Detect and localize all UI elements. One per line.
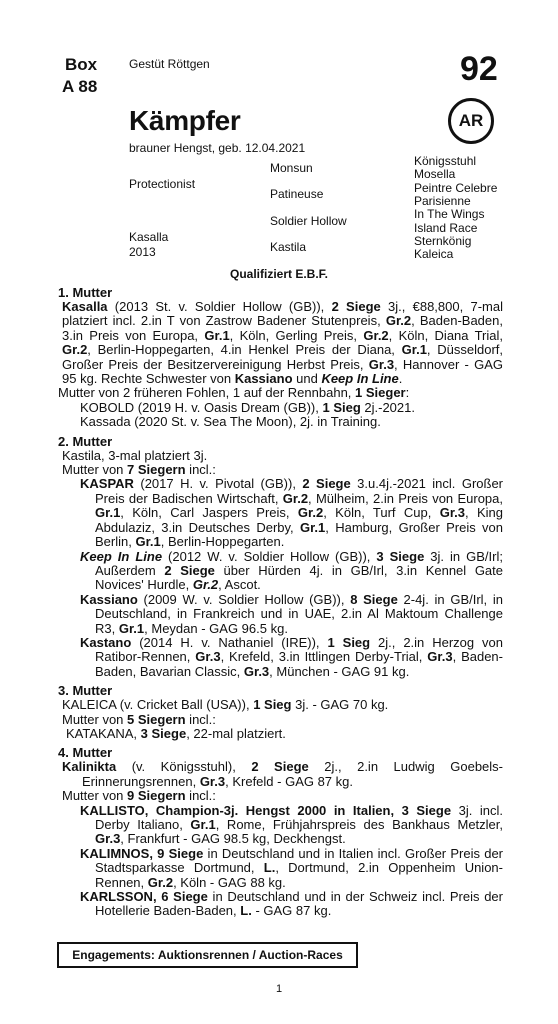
horse-description: brauner Hengst, geb. 12.04.2021 — [129, 141, 306, 155]
horse-name: Kämpfer — [129, 105, 241, 136]
engagements-box: Engagements: Auktionsrennen / Auction-Races — [57, 942, 358, 968]
section-title: 4. Mutter — [58, 745, 113, 761]
page-number: 1 — [275, 983, 283, 995]
section-title: 3. Mutter — [58, 683, 113, 699]
pedigree-gen2: Monsun — [270, 161, 313, 175]
pedigree-gen2: Soldier Hollow — [270, 214, 347, 228]
box-label — [62, 54, 97, 98]
section-title: 2. Mutter — [58, 433, 113, 449]
produce-summary: Mutter von 7 Siegern incl.: — [62, 462, 216, 478]
dam-line-content — [58, 285, 503, 919]
lot-number: 92 — [460, 50, 498, 88]
produce-entry: Kassiano (2009 W. v. Soldier Hollow (GB)), 8 Siege 2-4j. in GB/Irl, in Deutschland, in Frankreich und in UAE, 2.in Al Maktoum Challenge R3, Gr.1, Meydan - GAG 96.5 kg. — [80, 591, 503, 636]
produce-entry: Kassada (2020 St. v. Sea The Moon), 2j. in Training. — [80, 414, 381, 430]
pedigree-gen3: Peintre Celebre — [414, 181, 498, 195]
pedigree-sire: Protectionist — [129, 177, 196, 191]
pedigree-gen3: Kaleica — [414, 247, 454, 261]
pedigree-dam: Kasalla — [129, 230, 169, 244]
pedigree-gen2: Kastila — [270, 240, 307, 254]
produce-entry: Kastano (2014 H. v. Nathaniel (IRE)), 1 Sieg 2j., 2.in Herzog von Ratibor-Rennen, Gr.3, Krefeld, 3.in Ittlingen Derby-Trial, Gr.3, Baden-Baden, Bavarian Classic, Gr.3, München - GAG 91 kg. — [80, 634, 504, 679]
dam-entry: KALEICA (v. Cricket Ball (USA)), 1 Sieg 3j. - GAG 70 kg. — [62, 697, 389, 713]
box-label-text: Box — [65, 55, 98, 74]
section-second-dam — [58, 434, 503, 680]
pedigree-gen2: Patineuse — [270, 187, 324, 201]
pedigree-dam-year: 2013 — [129, 245, 156, 259]
produce-summary: Mutter von 5 Siegern incl.: — [62, 711, 216, 727]
produce-summary: Mutter von 9 Siegern incl.: — [62, 788, 216, 804]
pedigree-gen3: Sternkönig — [414, 234, 472, 248]
ar-badge: AR — [448, 98, 494, 144]
pedigree-gen3: Island Race — [414, 221, 478, 235]
produce-entry: KATAKANA, 3 Siege, 22-mal platziert. — [66, 725, 286, 741]
produce-entry: Keep In Line (2012 W. v. Soldier Hollow (GB)), 3 Siege 3j. in GB/Irl; Außerdem 2 Siege über Hürden 4j. in GB/Irl, 3.in Kennel Gate Novices' Hurdle, Gr.2, Ascot. — [80, 548, 504, 593]
pedigree-gen3: In The Wings — [414, 207, 485, 221]
produce-entry: KARLSSON, 6 Siege in Deutschland und in der Schweiz incl. Preis der Hotellerie Baden-Baden, L. - GAG 87 kg. — [80, 889, 503, 919]
section-title: 1. Mutter — [58, 285, 113, 300]
produce-entry: KOBOLD (2019 H. v. Oasis Dream (GB)), 1 Sieg 2j.-2021. — [80, 399, 415, 415]
section-fourth-dam — [58, 745, 503, 918]
breeder: Gestüt Röttgen — [129, 57, 210, 71]
produce-entry: KASPAR (2017 H. v. Pivotal (GB)), 2 Siege 3.u.4j.-2021 incl. Großer Preis der Badischen Wirtschaft, Gr.2, Mülheim, 2.in Preis von Europa, Gr.1, Köln, Carl Jaspers Preis, Gr.2, Köln, Turf Cup, Gr.3, King Abdulaziz, 3.in Deutsches Derby, Gr.1, Hamburg, Großer Preis von Berlin, Gr.1, Berlin-Hoppegarten. — [80, 476, 504, 550]
pedigree-gen3: Königsstuhl — [414, 154, 477, 168]
qualification: Qualifiziert E.B.F. — [229, 267, 328, 281]
section-third-dam — [58, 683, 503, 741]
dam-entry: Kalinikta (v. Königsstuhl), 2 Siege 2j., 2.in Ludwig Goebels-Erinnerungsrennen, Gr.3, Krefeld - GAG 87 kg. — [62, 759, 503, 789]
section-first-dam — [58, 285, 503, 430]
dam-entry: Kastila, 3-mal platziert 3j. — [62, 447, 208, 463]
produce-entry: KALIMNOS, 9 Siege in Deutschland und in Italien incl. Großer Preis der Stadtsparkasse Dortmund, L., Dortmund, 2.in Oppenheim Union-Rennen, Gr.2, Köln - GAG 88 kg. — [80, 845, 504, 890]
pedigree-gen3: Mosella — [414, 167, 456, 181]
pedigree-gen3: Parisienne — [414, 194, 471, 208]
produce-summary: Mutter von 2 früheren Fohlen, 1 auf der Rennbahn, 1 Sieger: — [58, 385, 410, 401]
box-number: A 88 — [62, 77, 98, 96]
produce-entry: KALLISTO, Champion-3j. Hengst 2000 in Italien, 3 Siege 3j. incl. Derby Italiano, Gr.1, Rome, Frühjahrspreis des Bankhaus Metzler, Gr.3, Frankfurt - GAG 98.5 kg, Deckhengst. — [80, 802, 504, 847]
dam-entry: Kasalla (2013 St. v. Soldier Hollow (GB)), 2 Siege 3j., €88,800, 7-mal platziert incl. 2.in T von Zastrow Badener Stutenpreis, Gr.2, Baden-Baden, 3.in Preis von Europa, Gr.1, Köln, Gerling Preis, Gr.2, Köln, Diana Trial, Gr.2, Berlin-Hoppegarten, 4.in Henkel Preis der Diana, Gr.1, Düsseldorf, Großer Preis der Besitzervereinigung Herbst Preis, Gr.3, Hannover - GAG 95 kg. Rechte Schwester von Kassiano und Keep In Line. — [62, 299, 504, 387]
